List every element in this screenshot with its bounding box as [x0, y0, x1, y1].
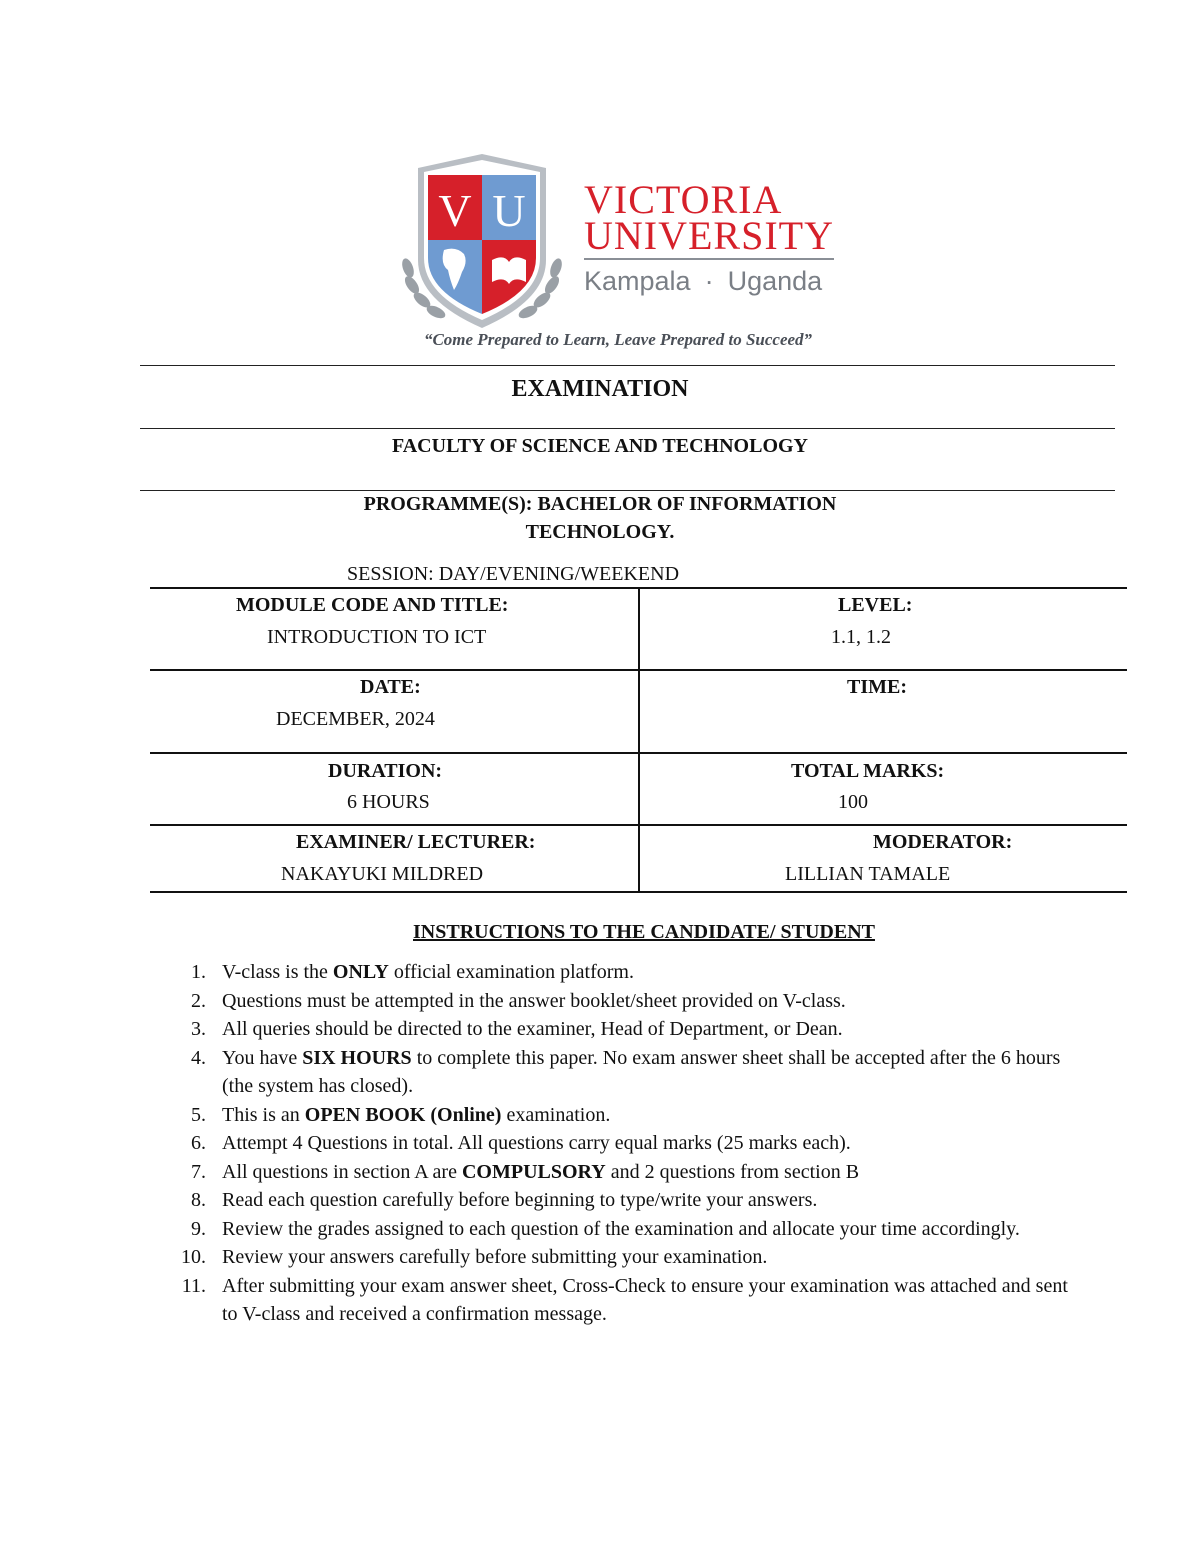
location-city: Kampala: [584, 266, 691, 296]
instruction-number: 3.: [191, 1018, 206, 1040]
programme-line1: PROGRAMME(S): BACHELOR OF INFORMATION: [363, 493, 837, 515]
total-marks-value: 100: [838, 791, 868, 813]
university-name-line1: VICTORIA: [584, 177, 783, 222]
instruction-text: Questions must be attempted in the answer booklet/sheet provided on V-class.: [222, 989, 846, 1012]
instruction-number: 2.: [191, 989, 206, 1012]
exam-info-table: [150, 587, 1127, 893]
total-marks-label: TOTAL MARKS:: [791, 760, 945, 782]
instruction-number: 11.: [181, 1274, 206, 1297]
level-label: LEVEL:: [838, 594, 913, 616]
moderator-label: MODERATOR:: [873, 831, 1013, 853]
divider: [140, 428, 1115, 429]
instructions-heading: INSTRUCTIONS TO THE CANDIDATE/ STUDENT: [413, 921, 875, 943]
instruction-item: [172, 1186, 1072, 1215]
faculty-name: FACULTY OF SCIENCE AND TECHNOLOGY: [392, 435, 808, 457]
module-label: MODULE CODE AND TITLE:: [236, 594, 509, 616]
instruction-number: 4.: [191, 1046, 206, 1069]
location-separator: ·: [704, 266, 714, 296]
instruction-item: [172, 1129, 1072, 1158]
location-country: Uganda: [727, 266, 823, 296]
instruction-item: [172, 1044, 1072, 1101]
instruction-item: [172, 1101, 1072, 1130]
instruction-item: [172, 1243, 1072, 1272]
moderator-value: LILLIAN TAMALE: [785, 863, 951, 885]
duration-value: 6 HOURS: [347, 791, 430, 813]
instruction-text: Read each question carefully before beginning to type/write your answers.: [222, 1189, 818, 1211]
university-logo: [398, 150, 838, 360]
examiner-value: NAKAYUKI MILDRED: [281, 863, 484, 885]
instruction-text: All questions in section A are: [222, 1160, 462, 1183]
session-text: SESSION: DAY/EVENING/WEEKEND: [347, 563, 680, 585]
instruction-item: [172, 1272, 1072, 1329]
level-value: 1.1, 1.2: [831, 626, 891, 648]
crest-icon: [398, 150, 568, 335]
instruction-text: official examination platform.: [388, 961, 634, 983]
examiner-label: EXAMINER/ LECTURER:: [296, 831, 536, 853]
module-value: INTRODUCTION TO ICT: [267, 626, 487, 648]
instruction-emphasis: ONLY: [332, 961, 389, 983]
instruction-number: 10.: [181, 1246, 206, 1268]
instruction-text: V-class is the: [222, 961, 333, 983]
instruction-number: 9.: [191, 1217, 206, 1240]
instruction-item: [172, 1215, 1072, 1244]
instruction-item: [172, 1015, 1072, 1044]
instruction-text: Attempt 4 Questions in total. All questions carry equal marks (25 marks each).: [222, 1132, 851, 1154]
instruction-text: All queries should be directed to the examiner, Head of Department, or Dean.: [222, 1018, 843, 1040]
instruction-number: 1.: [191, 961, 206, 983]
page-title: EXAMINATION: [511, 376, 689, 402]
instruction-emphasis: OPEN BOOK (Online): [304, 1103, 502, 1126]
instruction-item: [172, 1158, 1072, 1187]
logo-divider: [584, 258, 834, 260]
instruction-text: Review the grades assigned to each question of the examination and allocate your time accordingly.: [222, 1217, 1020, 1240]
instruction-number: 8.: [191, 1189, 206, 1211]
instruction-text: After submitting your exam answer sheet, Cross-Check to ensure your examination was attached and sent to V-class and received a confirmation message.: [222, 1274, 1068, 1325]
table-column-divider: [638, 587, 640, 893]
svg-text:U: U: [492, 185, 526, 236]
instruction-text: You have: [222, 1046, 303, 1069]
instruction-text: This is an: [222, 1103, 305, 1126]
instruction-text: and 2 questions from section B: [605, 1160, 860, 1183]
duration-label: DURATION:: [328, 760, 443, 782]
programme-line2: TECHNOLOGY.: [525, 521, 675, 543]
instruction-emphasis: SIX HOURS: [302, 1046, 412, 1069]
university-location: [584, 266, 822, 297]
svg-text:V: V: [438, 185, 472, 236]
instruction-item: [172, 987, 1072, 1016]
university-name-line2: UNIVERSITY: [584, 213, 834, 258]
instructions-list: [172, 958, 1072, 1329]
instruction-number: 7.: [191, 1160, 206, 1183]
instruction-item: [172, 958, 1072, 987]
instruction-number: 6.: [191, 1132, 206, 1154]
divider: [140, 365, 1115, 366]
date-value: DECEMBER, 2024: [276, 708, 435, 730]
instruction-text: to complete this paper. No exam answer sheet shall be accepted after the 6 hours (the system has closed).: [222, 1046, 1061, 1097]
instruction-text: Review your answers carefully before submitting your examination.: [222, 1246, 768, 1268]
instruction-emphasis: COMPULSORY: [461, 1160, 606, 1183]
time-label: TIME:: [847, 676, 907, 698]
instruction-number: 5.: [191, 1103, 206, 1126]
divider: [140, 490, 1115, 491]
instruction-text: examination.: [501, 1103, 611, 1126]
university-motto: “Come Prepared to Learn, Leave Prepared to Succeed”: [423, 330, 813, 349]
date-label: DATE:: [360, 676, 421, 698]
